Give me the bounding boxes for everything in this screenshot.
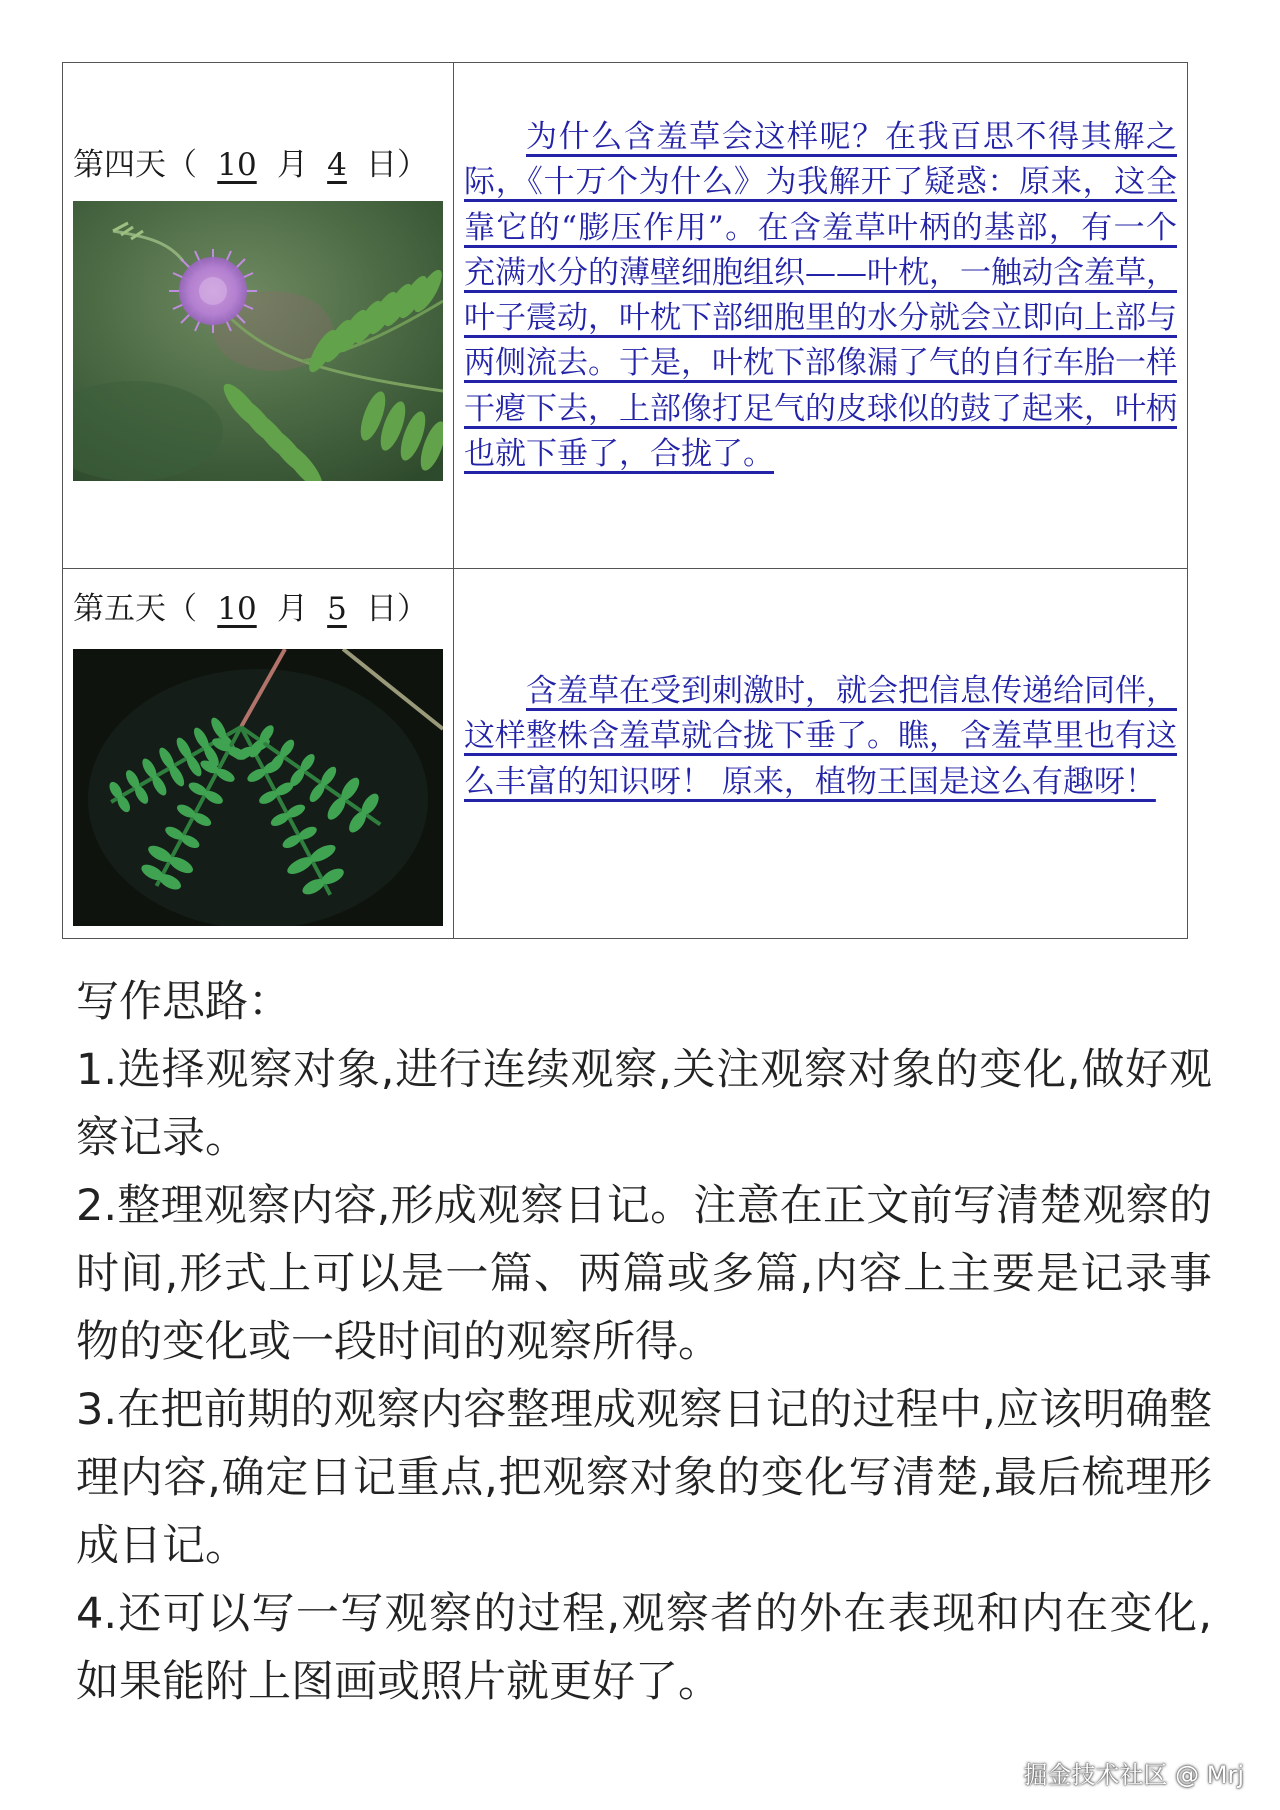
guide-item: 3.在把前期的观察内容整理成观察日记的过程中,应该明确整理内容,确定日记重点,把观察对象的变化写清楚,最后梳理形成日记。 xyxy=(76,1385,1212,1571)
month-word: 月 xyxy=(277,147,308,183)
day-label-prefix: 第四天（ xyxy=(73,147,197,183)
day-4-entry-cell xyxy=(454,63,1188,569)
day-5-entry-cell xyxy=(454,569,1188,939)
day-label-prefix: 第五天（ xyxy=(73,591,197,627)
month-word: 月 xyxy=(277,591,308,627)
watermark: 掘金技术社区 @ Mrj xyxy=(1023,1761,1244,1789)
day-blank: 5 xyxy=(327,591,347,627)
guide-item: 4.还可以写一写观察的过程,观察者的外在表现和内在变化,如果能附上图画或照片就更好了。 xyxy=(76,1589,1212,1707)
day-4-entry-text: 为什么含羞草会这样呢？在我百思不得其解之际，《十万个为什么》为我解开了疑惑：原来，这全靠它的“膨压作用”。在含羞草叶柄的基部，有一个充满水分的薄壁细胞组织——叶枕，一触动含羞草，叶子震动，叶枕下部细胞里的水分就会立即向上部与两侧流去。于是，叶枕下部像漏了气的自行车胎一样干瘪下去，上部像打足气的皮球似的鼓了起来，叶柄也就下垂了，合拢了。 xyxy=(464,119,1177,473)
writing-guide xyxy=(76,968,1212,1716)
day-5-entry-text: 含羞草在受到刺激时，就会把信息传递给同伴，这样整株含羞草就合拢下垂了。瞧，含羞草里也有这么丰富的知识呀！ 原来，植物王国是这么有趣呀！ xyxy=(464,673,1177,800)
guide-item: 1.选择观察对象,进行连续观察,关注观察对象的变化,做好观察记录。 xyxy=(76,1045,1212,1163)
day-5-date-label xyxy=(63,589,453,629)
day-4-info-cell xyxy=(63,63,454,569)
day-label-suffix: 日） xyxy=(366,591,428,627)
observation-diary-table xyxy=(62,62,1188,939)
guide-item: 2.整理观察内容,形成观察日记。注意在正文前写清楚观察的时间,形式上可以是一篇、两篇或多篇,内容上主要是记录事物的变化或一段时间的观察所得。 xyxy=(76,1181,1212,1367)
drooping-mimosa-leaves-photo xyxy=(73,649,443,926)
month-blank: 10 xyxy=(217,591,257,627)
day-5-info-cell xyxy=(63,569,454,939)
day-label-suffix: 日） xyxy=(366,147,428,183)
mimosa-flower-photo xyxy=(73,201,443,481)
day-blank: 4 xyxy=(327,147,347,183)
diary-row-day-4 xyxy=(63,63,1188,569)
guide-title: 写作思路： xyxy=(76,977,291,1027)
month-blank: 10 xyxy=(217,147,257,183)
day-4-date-label xyxy=(63,145,453,185)
diary-row-day-5 xyxy=(63,569,1188,939)
